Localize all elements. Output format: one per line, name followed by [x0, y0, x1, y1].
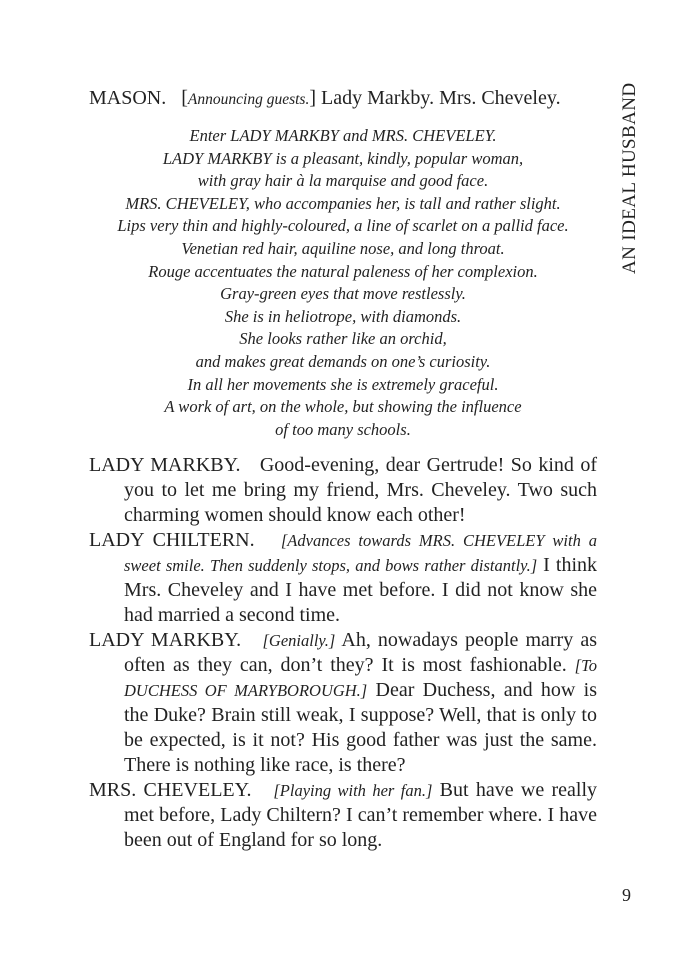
stage-line: She looks rather like an orchid,	[239, 329, 447, 349]
bracket: [	[181, 87, 188, 109]
stage-line: Gray-green eyes that move restlessly.	[220, 284, 466, 304]
stage-line: of too many schools.	[275, 419, 411, 439]
stage-direction-inline: Announcing guests.	[187, 91, 310, 108]
stage-line: She is in heliotrope, with diamonds.	[224, 306, 462, 326]
stage-direction-inline: [Genially.]	[262, 631, 336, 651]
speech-text: I think Mrs. Cheveley and I have met before. I did not know she had married a second time.	[124, 554, 597, 627]
stage-line: Rouge accentuates the natural paleness of her complexion.	[148, 261, 538, 281]
speaker-name: LADY CHILTERN.	[89, 529, 255, 552]
stage-line: MRS. CHEVELEY, who accompanies her, is tall and rather slight.	[125, 193, 561, 213]
speech-text: Dear Duchess, and how is the Duke? Brain still weak, I suppose? Well, that is only to be expected, is it not? His good father was just the same. There is nothing like race, is there?	[124, 679, 597, 777]
dialogue-line	[89, 453, 597, 528]
stage-line: Enter LADY MARKBY and MRS. CHEVELEY.	[189, 126, 497, 145]
dialogue-line	[89, 528, 597, 628]
dialogue-line	[89, 778, 597, 853]
page-number: 9	[622, 885, 631, 905]
stage-line: In all her movements she is extremely graceful.	[187, 374, 499, 394]
speaker-name: MRS. CHEVELEY.	[89, 779, 252, 802]
stage-direction-block	[89, 125, 597, 441]
stage-line: Venetian red hair, aquiline nose, and long throat.	[181, 238, 505, 258]
stage-line: and makes great demands on one’s curiosity.	[195, 351, 491, 371]
stage-direction-inline: [Playing with her fan.]	[273, 781, 433, 801]
stage-line: Lips very thin and highly-coloured, a line of scarlet on a pallid face.	[117, 216, 569, 236]
speech-text: Ah, nowadays people marry as often as they can, don’t they? It is most fashionable.	[124, 629, 597, 677]
dialogue-line	[89, 628, 597, 778]
stage-direction-inline: [Advances towards MRS. CHEVELEY with a sweet smile. Then suddenly stops, and bows rather distantly.]	[124, 531, 597, 576]
opening-line	[89, 85, 597, 113]
stage-line: LADY MARKBY is a pleasant, kindly, popular woman,	[162, 148, 524, 168]
stage-line: A work of art, on the whole, but showing the influence	[164, 397, 522, 417]
running-title-text: AN IDEAL HUSBAND	[619, 82, 640, 274]
speech-text: Lady Markby. Mrs. Cheveley.	[321, 87, 561, 109]
speech-text: But have we really met before, Lady Chiltern? I can’t remember where. I have been out of England for so long.	[124, 779, 598, 852]
speech-text: Good-evening, dear Gertrude! So kind of you to let me bring my friend, Mrs. Cheveley. Two such charming women should know each other!	[124, 454, 598, 527]
stage-line: with gray hair à la marquise and good face.	[197, 171, 489, 191]
speaker-name: LADY MARKBY.	[89, 454, 241, 477]
speaker-name: MASON.	[89, 87, 167, 109]
play-text	[89, 85, 597, 853]
bracket: ]	[309, 87, 316, 109]
running-title	[619, 82, 640, 274]
stage-direction-inline: [To DUCHESS OF MARYBOROUGH.]	[124, 656, 597, 701]
speaker-name: LADY MARKBY.	[89, 629, 242, 652]
